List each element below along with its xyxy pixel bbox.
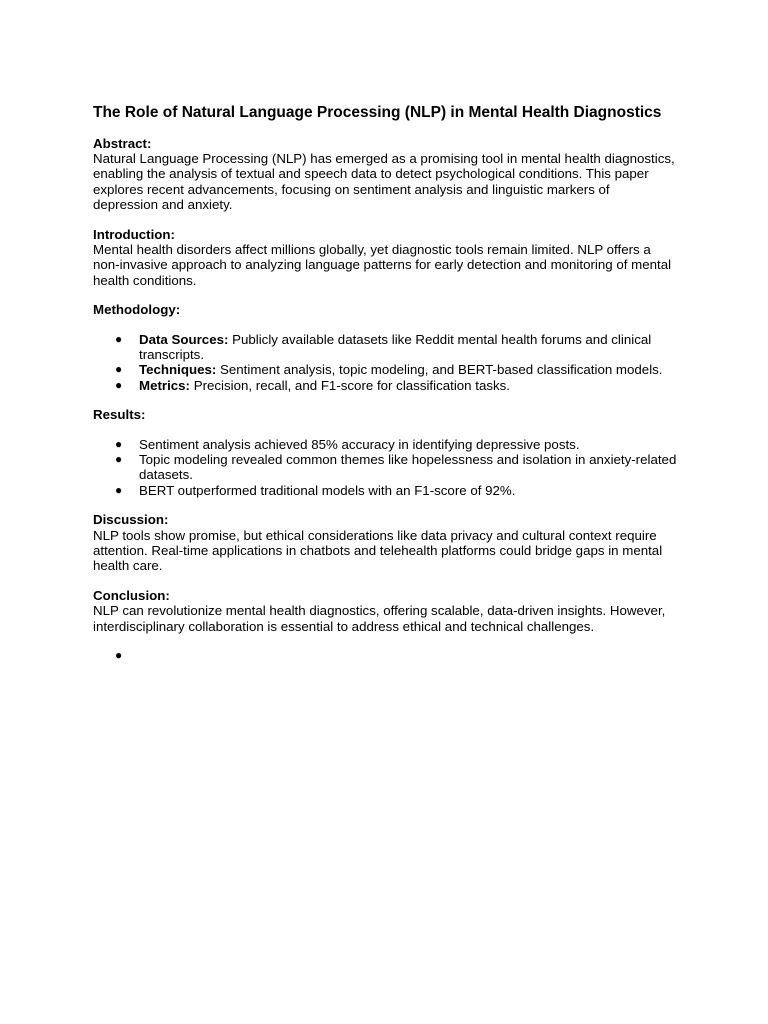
list-item xyxy=(93,483,678,498)
bullet-icon: ● xyxy=(115,362,123,377)
conclusion-heading: Conclusion: xyxy=(93,587,170,603)
list-item xyxy=(93,362,678,377)
list-item-text: Precision, recall, and F1-score for classification tasks. xyxy=(190,377,510,393)
bullet-icon: ● xyxy=(115,452,123,466)
list-item-text: Topic modeling revealed common themes like hopelessness and isolation in anxiety-related datasets. xyxy=(139,452,677,483)
discussion-heading: Discussion: xyxy=(93,512,169,528)
abstract-heading: Abstract: xyxy=(93,135,152,151)
list-item-text: BERT outperformed traditional models with an F1-score of 92%. xyxy=(139,482,516,498)
results-list xyxy=(93,437,678,499)
list-item xyxy=(93,378,678,393)
discussion-text: NLP tools show promise, but ethical considerations like data privacy and cultural context require attention. Real-time applications in chatbots and telehealth platforms could bridge gaps in mental health care. xyxy=(93,527,663,574)
document-title: The Role of Natural Language Processing (NLP) in Mental Health Diagnostics xyxy=(93,104,662,121)
bullet-icon: ● xyxy=(115,436,123,451)
list-item-label: Data Sources: xyxy=(139,331,229,347)
bullet-icon: ● xyxy=(115,377,123,392)
list-item xyxy=(93,332,678,363)
introduction-section xyxy=(93,227,678,289)
conclusion-section xyxy=(93,588,678,634)
list-item-text: Sentiment analysis, topic modeling, and BERT-based classification models. xyxy=(216,362,663,378)
list-item-label: Techniques: xyxy=(139,362,217,378)
document-body xyxy=(93,104,678,677)
methodology-section xyxy=(93,302,678,393)
list-item xyxy=(93,452,678,483)
conclusion-text: NLP can revolutionize mental health diagnostics, offering scalable, data-driven insights. However, interdisciplinary collaboration is essential to address ethical and technical challenges. xyxy=(93,603,666,634)
list-item-text: Publicly available datasets like Reddit mental health forums and clinical transcripts. xyxy=(139,331,652,362)
list-item xyxy=(93,437,678,452)
abstract-text: Natural Language Processing (NLP) has emerged as a promising tool in mental health diagnostics, enabling the analysis of textual and speech data to detect psychological conditions. This paper explores recent advancements, focusing on sentiment analysis and linguistic markers of depression and anxiety. xyxy=(93,150,675,213)
bullet-icon: ● xyxy=(115,482,123,497)
discussion-section xyxy=(93,512,678,574)
introduction-heading: Introduction: xyxy=(93,226,175,242)
methodology-list xyxy=(93,332,678,394)
introduction-text: Mental health disorders affect millions globally, yet diagnostic tools remain limited. NLP offers a non-invasive approach to analyzing language patterns for early detection and monitoring of mental health conditions. xyxy=(93,241,672,288)
methodology-heading: Methodology: xyxy=(93,302,181,318)
bullet-icon: ● xyxy=(115,648,123,663)
list-item-label: Metrics: xyxy=(139,377,190,393)
empty-bullet-list xyxy=(93,648,678,663)
list-item-text: Sentiment analysis achieved 85% accuracy in identifying depressive posts. xyxy=(139,436,580,452)
list-item xyxy=(93,648,678,663)
results-heading: Results: xyxy=(93,407,146,423)
results-section xyxy=(93,407,678,498)
abstract-section xyxy=(93,136,678,213)
bullet-icon: ● xyxy=(115,331,123,346)
